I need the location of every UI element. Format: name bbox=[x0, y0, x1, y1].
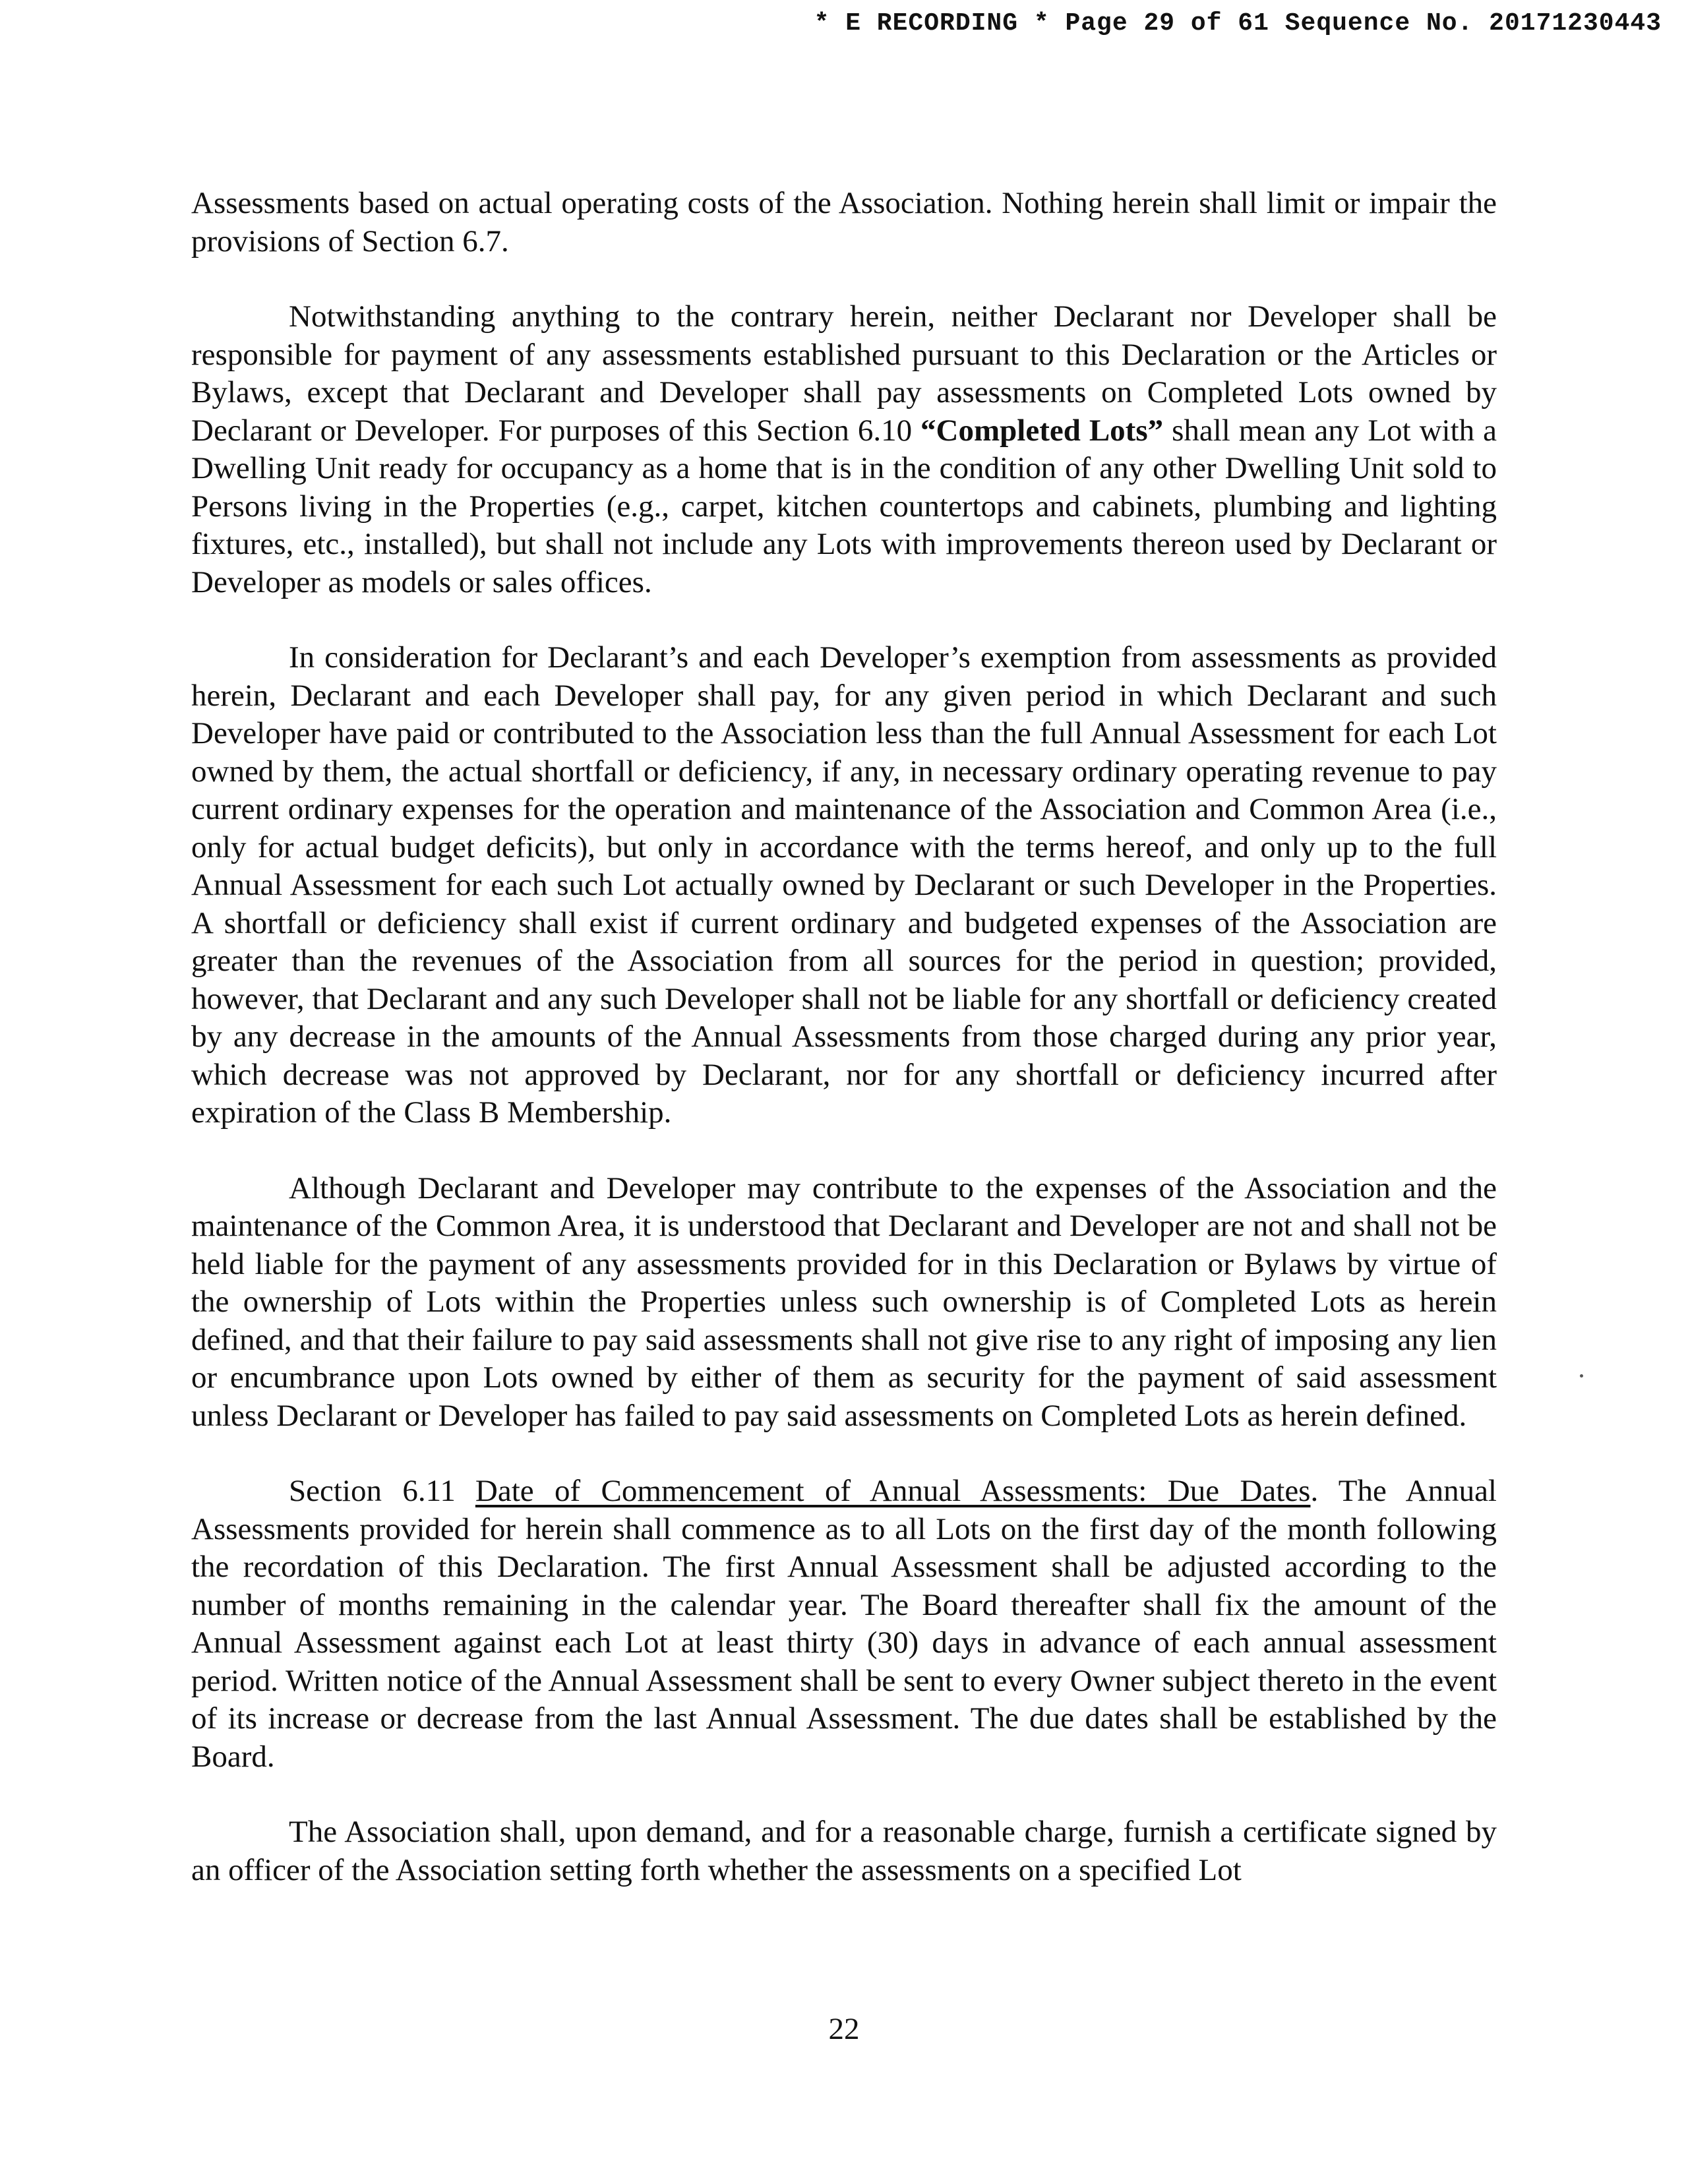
paragraph-text: shall mean any Lot with a Dwelling Unit ready for occupancy as a home that is in the condition of any other Dwelling Unit sold to Persons living in the Properties (e.g., carpet, kitchen countertops and cabinets, plumbing and lighting fixtures, etc., installed), but shall not include any Lots with improvements thereon used by Declarant or Developer as models or sales offices. bbox=[191, 413, 1497, 599]
section-number: Section 6.11 bbox=[289, 1474, 456, 1508]
paragraph-certificate: The Association shall, upon demand, and for a reasonable charge, furnish a certificate signed by an officer of the Association setting forth whether the assessments on a specified Lot bbox=[191, 1815, 1497, 1887]
recording-header: * E RECORDING * Page 29 of 61 Sequence No. 20171230443 bbox=[814, 9, 1662, 38]
document-body bbox=[191, 185, 1497, 1927]
paragraph-text: Notwithstanding anything to the contrary herein, neither Declarant nor Developer shall be responsible for payment of any assessments established pursuant to this Declaration or the Articles or Bylaws, except that Declarant and Developer shall pay assessments on Completed Lots owned by Declarant or Developer. For purposes of this Section 6.10 bbox=[191, 299, 1497, 448]
paragraph-section-6-11 bbox=[191, 1472, 1497, 1776]
paragraph-assessments-continued: Assessments based on actual operating costs of the Association. Nothing herein shall limit or impair the provisions of Section 6.7. bbox=[191, 186, 1497, 258]
page-number: 22 bbox=[828, 2012, 860, 2046]
paragraph-text: . The Annual Assessments provided for herein shall commence as to all Lots on the first day of the month following the recordation of this Declaration. The first Annual Assessment shall be adjusted according to the number of months remaining in the calendar year. The Board thereafter shall fix the amount of the Annual Assessment against each Lot at least thirty (30) days in advance of each annual assessment period. Written notice of the Annual Assessment shall be sent to every Owner subject thereto in the event of its increase or decrease from the last Annual Assessment. The due dates shall be established by the Board. bbox=[191, 1474, 1497, 1774]
defined-term-completed-lots: “Completed Lots” bbox=[920, 413, 1164, 448]
scan-speck bbox=[1580, 1374, 1583, 1378]
paragraph-declarant-exemption bbox=[191, 298, 1497, 601]
paragraph-contribution-liability: Although Declarant and Developer may contribute to the expenses of the Association and the maintenance of the Common Area, it is understood that Declarant and Developer are not and shall not be held liable for the payment of any assessments provided for in this Declaration or Bylaws by virtue of the ownership of Lots within the Properties unless such ownership is of Completed Lots as herein defined, and that their failure to pay said assessments shall not give rise to any right of imposing any lien or encumbrance upon Lots owned by either of them as security for the payment of said assessment unless Declarant or Developer has failed to pay said assessments on Completed Lots as herein defined. bbox=[191, 1170, 1497, 1433]
paragraph-shortfall-deficiency: In consideration for Declarant’s and each Developer’s exemption from assessments as provided herein, Declarant and each Developer shall pay, for any given period in which Declarant and such Developer have paid or contributed to the Association less than the full Annual Assessment for each Lot owned by them, the actual shortfall or deficiency, if any, in necessary ordinary operating revenue to pay current ordinary expenses for the operation and maintenance of the Association and Common Area (i.e., only for actual budget deficits), but only in accordance with the terms hereof, and only up to the full Annual Assessment for each such Lot actually owned by Declarant or such Developer in the Properties. A shortfall or deficiency shall exist if current ordinary and budgeted expenses of the Association are greater than the revenues of the Association from all sources for the period in question; provided, however, that Declarant and any such Developer shall not be liable for any shortfall or deficiency created by any decrease in the amounts of the Annual Assessments from those charged during any prior year, which decrease was not approved by Declarant, nor for any shortfall or deficiency incurred after expiration of the Class B Membership. bbox=[191, 640, 1497, 1130]
section-heading: Date of Commencement of Annual Assessments: Due Dates bbox=[475, 1474, 1311, 1508]
